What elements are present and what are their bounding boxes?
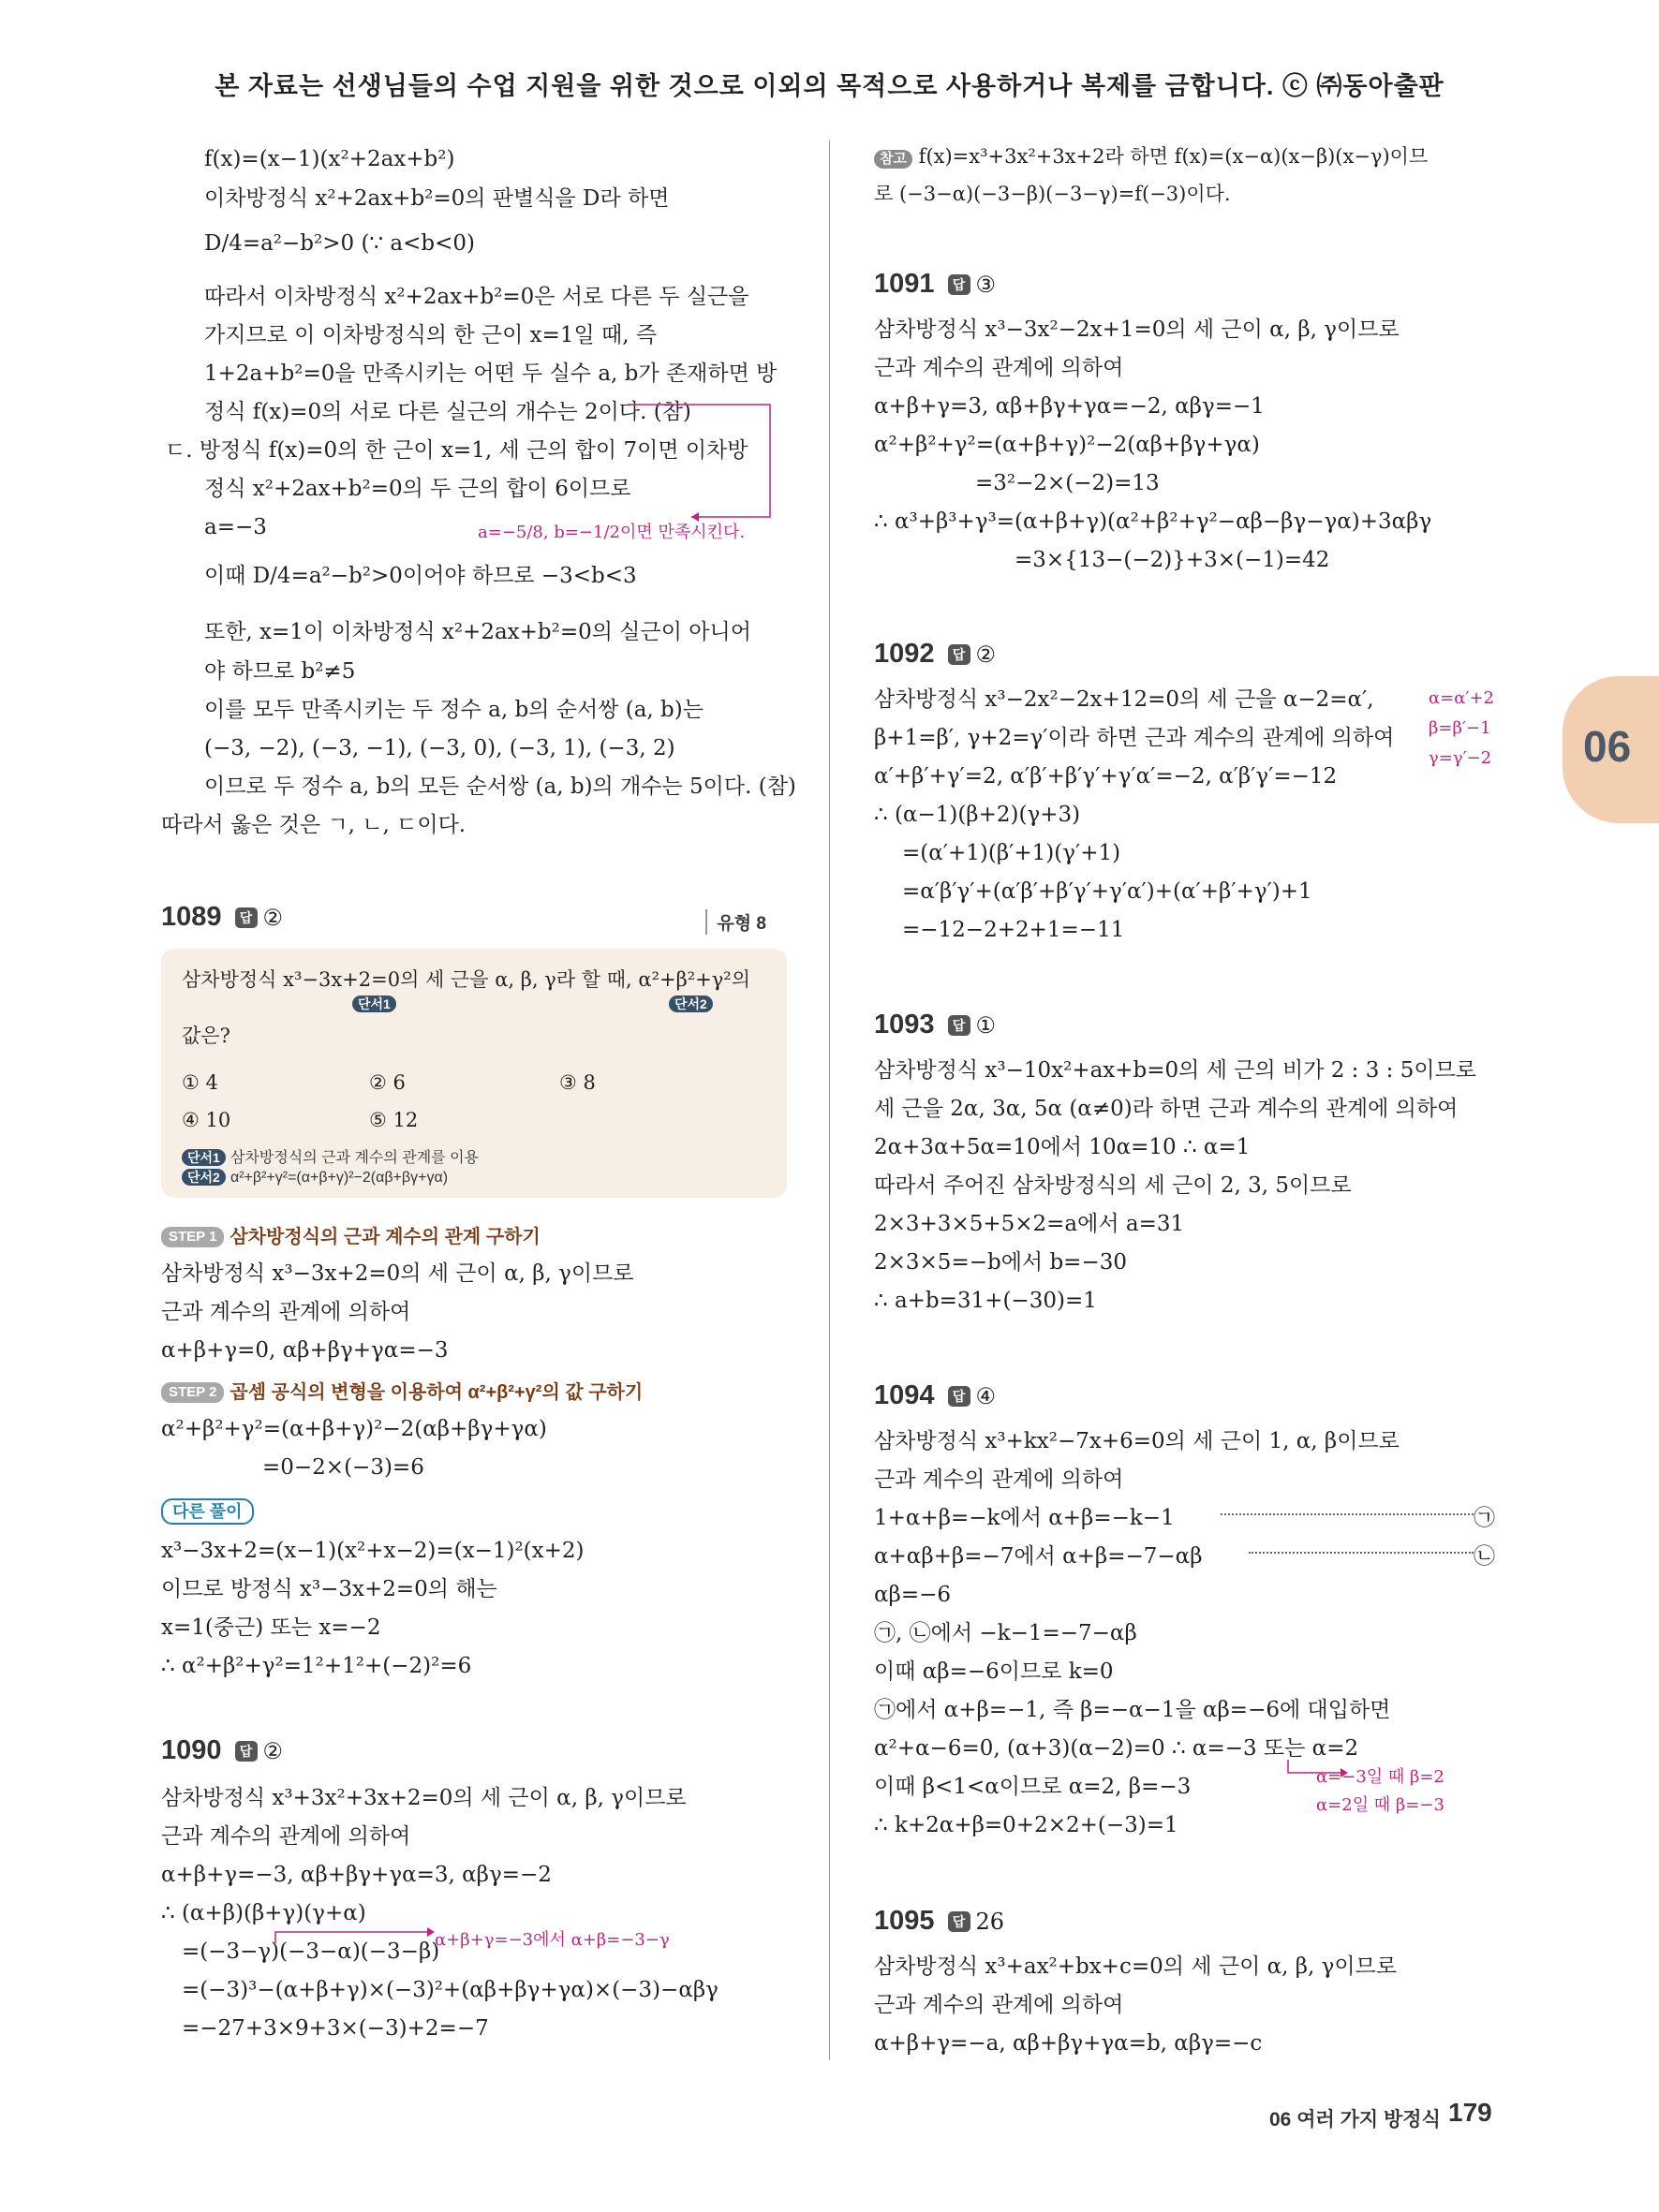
question-text: 값은?: [182, 1025, 230, 1047]
solution-line: α+αβ+β=−7에서 α+β=−7−αβ: [874, 1544, 1203, 1569]
question-text: 삼차방정식 x³−3x+2=0의 세 근을 α, β, γ라 할 때, α²+β²+γ²의: [182, 968, 750, 991]
solution-line: =0−2×(−3)=6: [262, 1455, 424, 1480]
side-note: γ=γ′−2: [1429, 748, 1492, 768]
solution-line: a=−3: [204, 515, 267, 539]
answer-value: ②: [262, 904, 284, 931]
answer-icon: 답: [948, 274, 970, 295]
problem-header: [161, 1735, 283, 1773]
solution-line: =−27+3×9+3×(−3)+2=−7: [182, 2016, 489, 2041]
solution-line: 근과 계수의 관계에 의하여: [874, 1993, 1124, 2017]
answer-value: ③: [975, 271, 997, 298]
solution-line: =3×{13−(−2)}+3×(−1)=42: [1015, 548, 1330, 572]
solution-line: =(α′+1)(β′+1)(γ′+1): [902, 841, 1121, 865]
alt-solution-badge: 다른 풀이: [161, 1498, 254, 1525]
problem-number: 1095: [874, 1906, 935, 1936]
copyright-notice: 본 자료는 선생님들의 수업 지원을 위한 것으로 이외의 목적으로 사용하거나 복제를 금합니다. ⓒ ㈜동아출판: [215, 72, 1444, 100]
solution-line: 근과 계수의 관계에 의하여: [874, 1467, 1124, 1492]
equation-mark: ㉠: [1474, 1506, 1495, 1530]
problem-header: [874, 1010, 996, 1047]
solution-line: 이므로 두 정수 a, b의 모든 순서쌍 (a, b)의 개수는 5이다. (참): [204, 774, 796, 799]
type-tag: 유형 8: [705, 909, 766, 935]
solution-line: α′+β′+γ′=2, α′β′+β′γ′+γ′α′=−2, α′β′γ′=−12: [874, 764, 1338, 789]
solution-line: 삼차방정식 x³+ax²+bx+c=0의 세 근이 α, β, γ이므로: [874, 1954, 1398, 1979]
solution-line: =−12−2+2+1=−11: [902, 918, 1125, 942]
step-badge: STEP 1: [161, 1227, 224, 1247]
solution-line: 가지므로 이 이차방정식의 한 근이 x=1일 때, 즉: [204, 323, 658, 347]
solution-line: ∴ α²+β²+γ²=1²+1²+(−2)²=6: [161, 1654, 472, 1678]
problem-header: [874, 1906, 1004, 1943]
problem-number: 1094: [874, 1380, 935, 1410]
solution-line: ∴ k+2α+β=0+2×2+(−3)=1: [874, 1813, 1178, 1837]
step-title: 곱셈 공식의 변형을 이용하여 α²+β²+γ²의 값 구하기: [230, 1382, 644, 1403]
answer-value: ①: [975, 1011, 997, 1039]
problem-number: 1091: [874, 269, 935, 299]
solution-line: α+β+γ=−3, αβ+βγ+γα=3, αβγ=−2: [161, 1863, 552, 1887]
leader-dots: [1249, 1552, 1474, 1554]
answer-icon: 답: [948, 1386, 970, 1407]
solution-line: 삼차방정식 x³+3x²+3x+2=0의 세 근이 α, β, γ이므로: [161, 1786, 687, 1810]
solution-line: 삼차방정식 x³−3x+2=0의 세 근이 α, β, γ이므로: [161, 1261, 634, 1286]
choice: ② 6: [369, 1071, 406, 1094]
solution-line: α²+β²+γ²=(α+β+γ)²−2(αβ+βγ+γα): [874, 433, 1260, 457]
footer-chapter: 06 여러 가지 방정식: [1269, 2109, 1441, 2131]
problem-header: [161, 902, 787, 939]
solution-line: 1+2a+b²=0을 만족시키는 어떤 두 실수 a, b가 존재하면 방: [204, 361, 778, 386]
side-note: a=−5/8, b=−1/2이면 만족시킨다.: [478, 523, 746, 542]
leader-dots: [1221, 1513, 1474, 1515]
chapter-tab-label: 06: [1583, 722, 1632, 771]
solution-line: 이때 β<1<α이므로 α=2, β=−3: [874, 1775, 1192, 1799]
solution-line: 삼차방정식 x³−10x²+ax+b=0의 세 근의 비가 2 : 3 : 5이므로: [874, 1058, 1477, 1083]
solution-line: 근과 계수의 관계에 의하여: [874, 356, 1124, 380]
solution-line: 또한, x=1이 이차방정식 x²+2ax+b²=0의 실근이 아니어: [204, 620, 751, 644]
reference-icon: 참고: [874, 150, 912, 169]
problem-number: 1089: [161, 902, 222, 932]
solution-line: 삼차방정식 x³+kx²−7x+6=0의 세 근이 1, α, β이므로: [874, 1429, 1400, 1453]
solution-line: α+β+γ=−a, αβ+βγ+γα=b, αβγ=−c: [874, 2031, 1263, 2056]
solution-line: 삼차방정식 x³−2x²−2x+12=0의 세 근을 α−2=α′,: [874, 687, 1374, 712]
solution-line: x=1(중근) 또는 x=−2: [161, 1615, 381, 1640]
solution-line: =3²−2×(−2)=13: [975, 471, 1160, 495]
clue-badge: 단서1: [182, 1149, 226, 1166]
solution-line: α+β+γ=0, αβ+βγ+γα=−3: [161, 1338, 449, 1363]
solution-line: ㉠에서 α+β=−1, 즉 β=−α−1을 αβ=−6에 대입하면: [874, 1698, 1391, 1722]
side-note: β=β′−1: [1429, 718, 1491, 738]
clue-badge: 단서2: [182, 1169, 226, 1186]
solution-line: =(−3−γ)(−3−α)(−3−β): [182, 1939, 440, 1964]
side-note: α=2일 때 β=−3: [1316, 1795, 1444, 1815]
solution-line: α²+β²+γ²=(α+β+γ)²−2(αβ+βγ+γα): [161, 1417, 547, 1441]
step-heading: [161, 1378, 643, 1406]
solution-line: β+1=β′, γ+2=γ′이라 하면 근과 계수의 관계에 의하여: [874, 726, 1395, 750]
solution-line: 이차방정식 x²+2ax+b²=0의 판별식을 D라 하면: [204, 186, 670, 211]
problem-header: [874, 269, 996, 306]
answer-icon: 답: [948, 644, 970, 665]
problem-number: 1092: [874, 639, 935, 669]
choice: ① 4: [182, 1071, 218, 1094]
answer-value: ②: [262, 1737, 284, 1764]
solution-line: ∴ (α+β)(β+γ)(γ+α): [161, 1901, 366, 1925]
solution-line: 따라서 옳은 것은 ㄱ, ㄴ, ㄷ이다.: [161, 813, 467, 837]
answer-icon: 답: [235, 907, 258, 928]
solution-line: 야 하므로 b²≠5: [204, 659, 356, 684]
solution-line: 정식 f(x)=0의 서로 다른 실근의 개수는 2이다. (참): [204, 400, 691, 424]
solution-line: f(x)=(x−1)(x²+2ax+b²): [204, 147, 455, 171]
answer-value: ④: [975, 1382, 997, 1409]
solution-line: 이때 D/4=a²−b²>0이어야 하므로 −3<b<3: [204, 564, 637, 588]
solution-line: ㄷ. 방정식 f(x)=0의 한 근이 x=1, 세 근의 합이 7이면 이차방: [165, 438, 748, 463]
solution-line: 따라서 이차방정식 x²+2ax+b²=0은 서로 다른 두 실근을: [204, 285, 749, 309]
side-note: α+β+γ=−3에서 α+β=−3−γ: [435, 1930, 670, 1950]
solution-line: ㉠, ㉡에서 −k−1=−7−αβ: [874, 1621, 1137, 1645]
solution-line: 이를 모두 만족시키는 두 정수 a, b의 순서쌍 (a, b)는: [204, 698, 704, 722]
solution-line: x³−3x+2=(x−1)(x²+x−2)=(x−1)²(x+2): [161, 1539, 585, 1563]
solution-line: α+β+γ=3, αβ+βγ+γα=−2, αβγ=−1: [874, 394, 1265, 419]
choice: ④ 10: [182, 1109, 231, 1131]
solution-line: D/4=a²−b²>0 (∵ a<b<0): [204, 231, 475, 256]
clue-badge: 단서2: [669, 995, 713, 1012]
solution-line: ∴ α³+β³+γ³=(α+β+γ)(α²+β²+γ²−αβ−βγ−γα)+3αβγ: [874, 509, 1432, 534]
problem-number: 1093: [874, 1010, 935, 1040]
step-heading: [161, 1222, 541, 1250]
solution-line: α²+α−6=0, (α+3)(α−2)=0 ∴ α=−3 또는 α=2: [874, 1736, 1359, 1761]
solution-line: 삼차방정식 x³−3x²−2x+1=0의 세 근이 α, β, γ이므로: [874, 317, 1400, 342]
solution-line: 근과 계수의 관계에 의하여: [161, 1300, 411, 1324]
step-title: 삼차방정식의 근과 계수의 관계 구하기: [230, 1227, 541, 1247]
solution-line: ∴ (α−1)(β+2)(γ+3): [874, 803, 1081, 827]
equation-mark: ㉡: [1474, 1544, 1495, 1569]
choice: ③ 8: [559, 1071, 596, 1094]
clue-description: 삼차방정식의 근과 계수의 관계를 이용: [230, 1150, 480, 1166]
solution-line: 2α+3α+5α=10에서 10α=10 ∴ α=1: [874, 1135, 1251, 1159]
solution-line: 1+α+β=−k에서 α+β=−k−1: [874, 1506, 1175, 1530]
column-divider: [829, 140, 830, 2060]
problem-header: [874, 1380, 996, 1418]
page-number: 179: [1448, 2098, 1492, 2127]
answer-icon: 답: [235, 1741, 258, 1762]
clue-row: [182, 1145, 479, 1167]
answer-icon: 답: [948, 1015, 970, 1036]
answer-value: ②: [975, 641, 997, 668]
solution-line: (−3, −2), (−3, −1), (−3, 0), (−3, 1), (−3, 2): [204, 736, 675, 760]
reference-text: 로 (−3−α)(−3−β)(−3−γ)=f(−3)이다.: [874, 183, 1231, 205]
solution-line: αβ=−6: [874, 1583, 952, 1607]
solution-line: =(−3)³−(α+β+γ)×(−3)²+(αβ+βγ+γα)×(−3)−αβγ: [182, 1978, 718, 2002]
problem-header: [874, 639, 996, 676]
solution-line: ∴ a+b=31+(−30)=1: [874, 1289, 1097, 1313]
chapter-tab: [1563, 676, 1659, 823]
solution-line: 2×3×5=−b에서 b=−30: [874, 1250, 1127, 1275]
clue-row: [182, 1168, 448, 1187]
question-box: [161, 949, 787, 1198]
clue-description: α²+β²+γ²=(α+β+γ)²−2(αβ+βγ+γα): [230, 1170, 449, 1186]
solution-line: 따라서 주어진 삼차방정식의 세 근이 2, 3, 5이므로: [874, 1173, 1352, 1198]
note-arrow: [630, 403, 779, 524]
side-note: α=−3일 때 β=2: [1316, 1767, 1444, 1787]
step-badge: STEP 2: [161, 1382, 224, 1403]
clue-badge: 단서1: [352, 995, 396, 1012]
solution-line: 2×3+3×5+5×2=a에서 a=31: [874, 1212, 1185, 1236]
choice: ⑤ 12: [369, 1109, 419, 1131]
solution-line: 이때 αβ=−6이므로 k=0: [874, 1659, 1114, 1684]
solution-line: 세 근을 2α, 3α, 5α (α≠0)라 하면 근과 계수의 관계에 의하여: [874, 1097, 1459, 1121]
answer-icon: 답: [948, 1911, 970, 1932]
reference-text: f(x)=x³+3x²+3x+2라 하면 f(x)=(x−α)(x−β)(x−γ)이므: [918, 145, 1429, 168]
solution-line: 정식 x²+2ax+b²=0의 두 근의 합이 6이므로: [204, 477, 631, 501]
problem-number: 1090: [161, 1735, 222, 1765]
solution-line: 근과 계수의 관계에 의하여: [161, 1824, 411, 1849]
solution-line: 이므로 방정식 x³−3x+2=0의 해는: [161, 1577, 497, 1601]
side-note: α=α′+2: [1429, 688, 1495, 708]
solution-line: =α′β′γ′+(α′β′+β′γ′+γ′α′)+(α′+β′+γ′)+1: [902, 879, 1312, 904]
answer-value: 26: [975, 1908, 1005, 1935]
